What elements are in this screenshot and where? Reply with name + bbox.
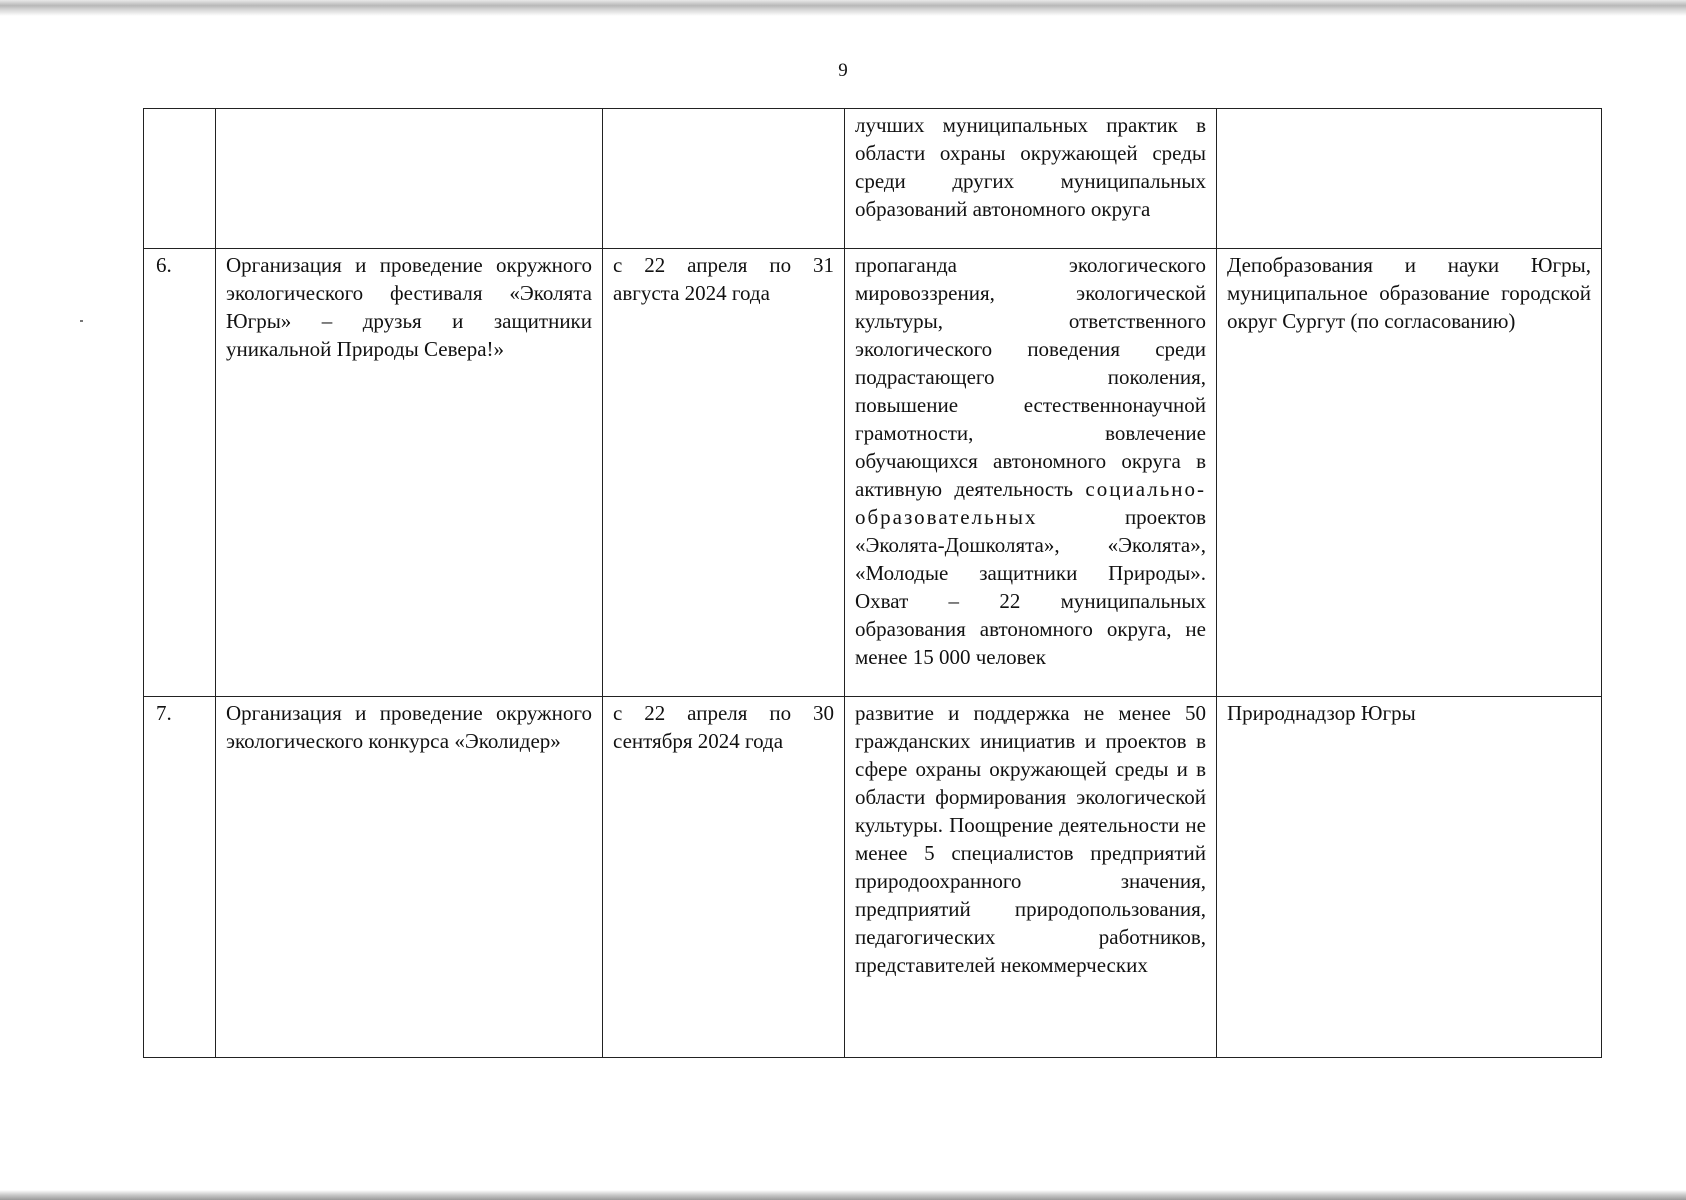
result-text: развитие и поддержка не менее 50 гражданских инициатив и проектов в сфере охраны окружающей среды и в области формирования экологической культуры. Поощрение деятельности не менее 5 специалистов предприятий природоохранного значения, предприятий природопользования, педагогических работников, представителей некоммерческих [855,701,1206,977]
table-row-continuation [144,109,1602,249]
cell-result [845,109,1217,249]
result-text: проектов «Эколята-Дошколята», «Эколята», «Молодые защитники Природы». Охват – 22 муниципальных образования автономного округа, не менее 15 000 человек [855,505,1206,669]
cell-number [144,109,216,249]
cell-number: 7. [144,697,216,1058]
scan-edge-top [0,0,1686,16]
result-text-spaced: социально-образовательных [855,477,1206,529]
cell-number: 6. [144,249,216,697]
table-row-7 [144,697,1602,1058]
result-text: лучших муниципальных практик в области охраны окружающей среды среди других муниципальных образований автономного округа [855,113,1206,221]
scan-speck [80,320,83,322]
scan-edge-bottom [0,1190,1686,1200]
cell-responsible: Природнадзор Югры [1217,697,1602,1058]
cell-event: Организация и проведение окружного экологического конкурса «Эколидер» [216,697,603,1058]
cell-result [845,249,1217,697]
cell-dates [603,109,845,249]
result-text: пропаганда экологического мировоззрения, экологической культуры, ответственного экологического поведения среди подрастающего поколения, повышение естественнонаучной грамотности, вовлечение обучающихся автономного округа в активную деятельность [855,253,1206,501]
plan-table [143,108,1602,1058]
cell-result [845,697,1217,1058]
cell-dates: с 22 апреля по 30 сентября 2024 года [603,697,845,1058]
cell-responsible: Депобразования и науки Югры, муниципальное образование городской округ Сургут (по согласованию) [1217,249,1602,697]
cell-event [216,109,603,249]
cell-event: Организация и проведение окружного экологического фестиваля «Эколята Югры» – друзья и защитники уникальной Природы Севера!» [216,249,603,697]
page-number: 9 [838,60,848,81]
cell-dates: с 22 апреля по 31 августа 2024 года [603,249,845,697]
table-row-6 [144,249,1602,697]
cell-responsible [1217,109,1602,249]
